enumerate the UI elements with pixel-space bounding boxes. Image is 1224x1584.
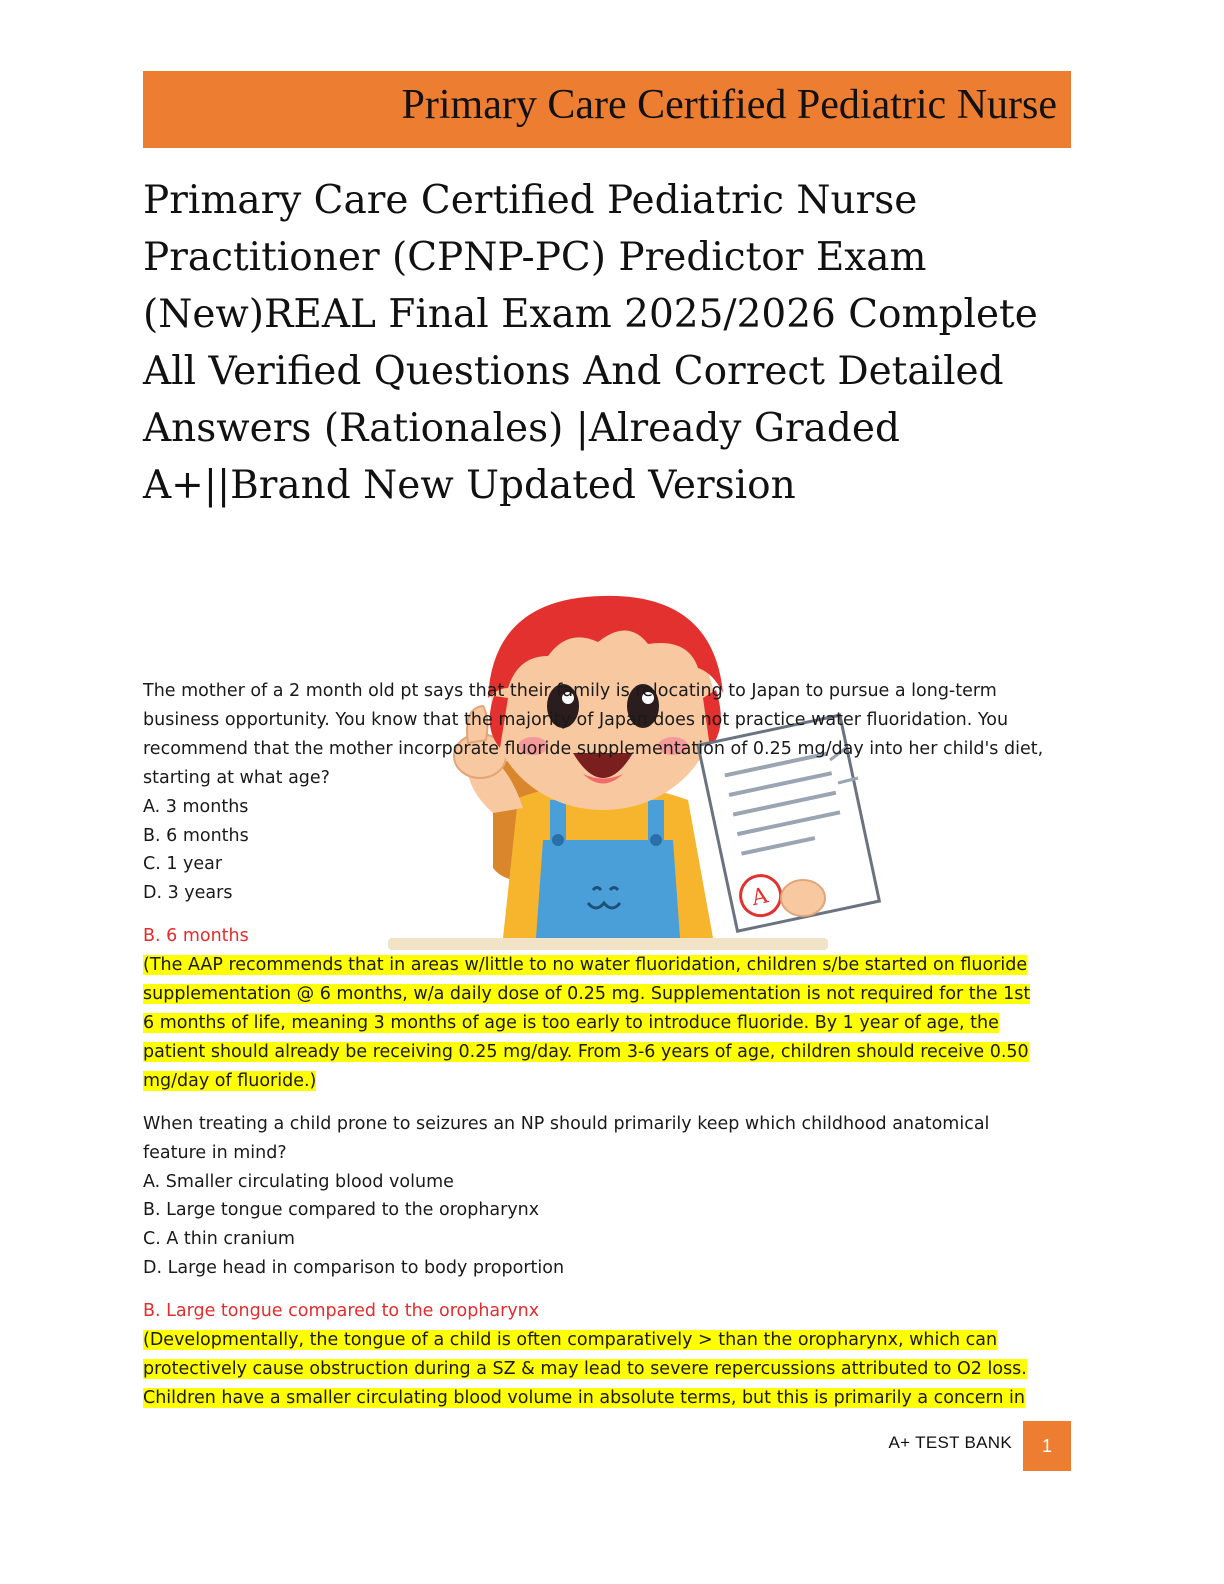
question-stem-line: When treating a child prone to seizures an NP should primarily keep which childhood anatomical <box>143 1113 990 1134</box>
answer-option: B. Large tongue compared to the oropharynx <box>143 1200 540 1221</box>
question-block <box>143 677 1083 1096</box>
rationale-line: (Developmentally, the tongue of a child is often comparatively > than the oropharynx, which can <box>143 1330 998 1351</box>
rationale-line: mg/day of fluoride.) <box>143 1070 317 1091</box>
rationale-line: 6 months of life, meaning 3 months of age is too early to introduce fluoride. By 1 year of age, the <box>143 1012 999 1033</box>
answer-option: D. 3 years <box>143 883 233 904</box>
rationale-line: Children have a smaller circulating blood volume in absolute terms, but this is primarily a concern in <box>143 1387 1025 1408</box>
footer-label: A+ TEST BANK <box>888 1433 1012 1452</box>
question-stem-line: The mother of a 2 month old pt says that their family is relocating to Japan to pursue a long-term <box>143 681 997 701</box>
header-title: Primary Care Certified Pediatric Nurse <box>401 82 1057 128</box>
title-line: Primary Care Certified Pediatric Nurse <box>143 178 918 223</box>
title-line: (New)REAL Final Exam 2025/2026 Complete <box>143 292 1038 337</box>
page-number: 1 <box>1041 1435 1052 1456</box>
answer-option: A. 3 months <box>143 796 249 817</box>
title-line: All Verified Questions And Correct Detailed <box>143 349 1004 394</box>
header-band <box>143 71 1071 148</box>
correct-answer: B. Large tongue compared to the oropharynx <box>143 1301 540 1322</box>
rationale-line: supplementation @ 6 months, w/a daily dose of 0.25 mg. Supplementation is not required for the 1st <box>143 984 1031 1005</box>
correct-answer: B. 6 months <box>143 926 249 947</box>
page-number-badge <box>1023 1421 1071 1471</box>
answer-option: A. Smaller circulating blood volume <box>143 1171 454 1192</box>
answer-option: C. A thin cranium <box>143 1229 295 1250</box>
document-title <box>143 172 1083 514</box>
question-stem-line: business opportunity. You know that the majority of Japan does not practice water fluoridation. You <box>143 709 1009 730</box>
title-line: Answers (Rationales) |Already Graded <box>143 406 900 451</box>
question-stem-line: recommend that the mother incorporate fluoride supplementation of 0.25 mg/day into her child's diet, <box>143 738 1044 759</box>
question-block <box>143 1110 1083 1413</box>
title-line: Practitioner (CPNP-PC) Predictor Exam <box>143 235 927 280</box>
rationale-line: protectively cause obstruction during a SZ & may lead to severe repercussions attributed to O2 loss. <box>143 1358 1027 1379</box>
rationale-line: patient should already be receiving 0.25 mg/day. From 3-6 years of age, children should receive 0.50 <box>143 1041 1029 1062</box>
title-line: A+||Brand New Updated Version <box>143 463 796 508</box>
question-content <box>143 677 1083 1413</box>
answer-option: B. 6 months <box>143 825 249 846</box>
question-stem-line: feature in mind? <box>143 1142 287 1163</box>
answer-option: D. Large head in comparison to body proportion <box>143 1258 565 1279</box>
answer-option: C. 1 year <box>143 854 223 875</box>
grade-mark: A <box>749 883 771 912</box>
question-stem-line: starting at what age? <box>143 767 330 788</box>
rationale-line: (The AAP recommends that in areas w/little to no water fluoridation, children s/be started on fluoride <box>143 955 1028 976</box>
